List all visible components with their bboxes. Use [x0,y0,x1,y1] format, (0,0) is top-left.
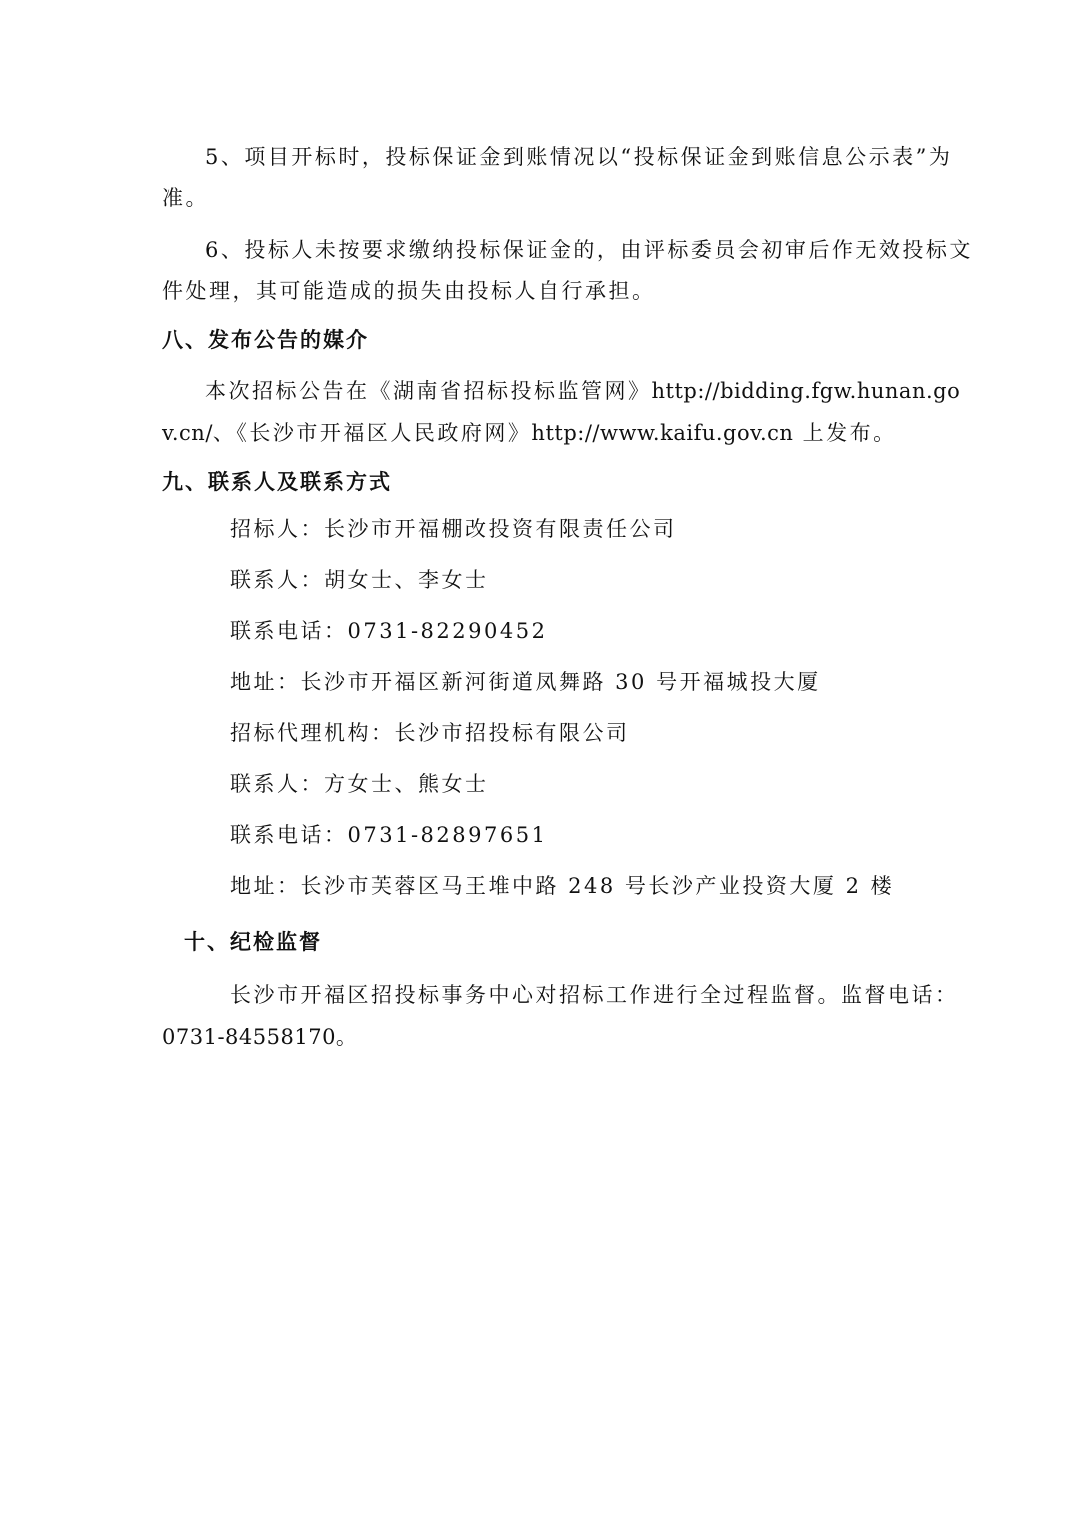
tenderer-contact: 联系人：胡女士、李女士 [230,568,489,592]
section8-heading: 八、发布公告的媒介 [162,328,369,352]
tenderer-name: 招标人：长沙市开福棚改投资有限责任公司 [230,517,677,541]
section8-para-text-b: 、《长沙市开福区人民政府网》 [212,421,532,445]
hunan-bidding-url-part2: v.cn/ [162,421,213,445]
agency-phone: 联系电话：0731-82897651 [230,823,548,847]
section8-para-text-d: 上发布。 [793,421,897,445]
section10-para-line1: 长沙市开福区招投标事务中心对招标工作进行全过程监督。监督电话： [230,983,959,1007]
section8-para-line1 [205,376,960,406]
section10-heading: 十、纪检监督 [184,930,322,954]
agency-name: 招标代理机构：长沙市招投标有限公司 [230,721,630,745]
section9-heading: 九、联系人及联系方式 [162,470,392,494]
agency-contact: 联系人：方女士、熊女士 [230,772,489,796]
item5-line1: 5、项目开标时，投标保证金到账情况以“投标保证金到账信息公示表”为 [205,145,953,169]
section10-para-line2: 0731-84558170。 [162,1025,358,1049]
tenderer-address: 地址：长沙市开福区新河街道凤舞路 30 号开福城投大厦 [230,670,821,694]
hunan-bidding-url-part1: http://bidding.fgw.hunan.go [651,379,961,403]
agency-address: 地址：长沙市芙蓉区马王堆中路 248 号长沙产业投资大厦 2 楼 [230,874,895,898]
kaifu-gov-url: http://www.kaifu.gov.cn [531,421,794,445]
item6-line1: 6、投标人未按要求缴纳投标保证金的，由评标委员会初审后作无效投标文 [205,238,973,262]
item5-line2: 准。 [162,186,209,210]
section8-para-text-a: 本次招标公告在《湖南省招标投标监管网》 [205,379,652,403]
tenderer-phone: 联系电话：0731-82290452 [230,619,548,643]
section8-para-line2 [162,418,897,448]
item6-line2: 件处理，其可能造成的损失由投标人自行承担。 [162,279,656,303]
